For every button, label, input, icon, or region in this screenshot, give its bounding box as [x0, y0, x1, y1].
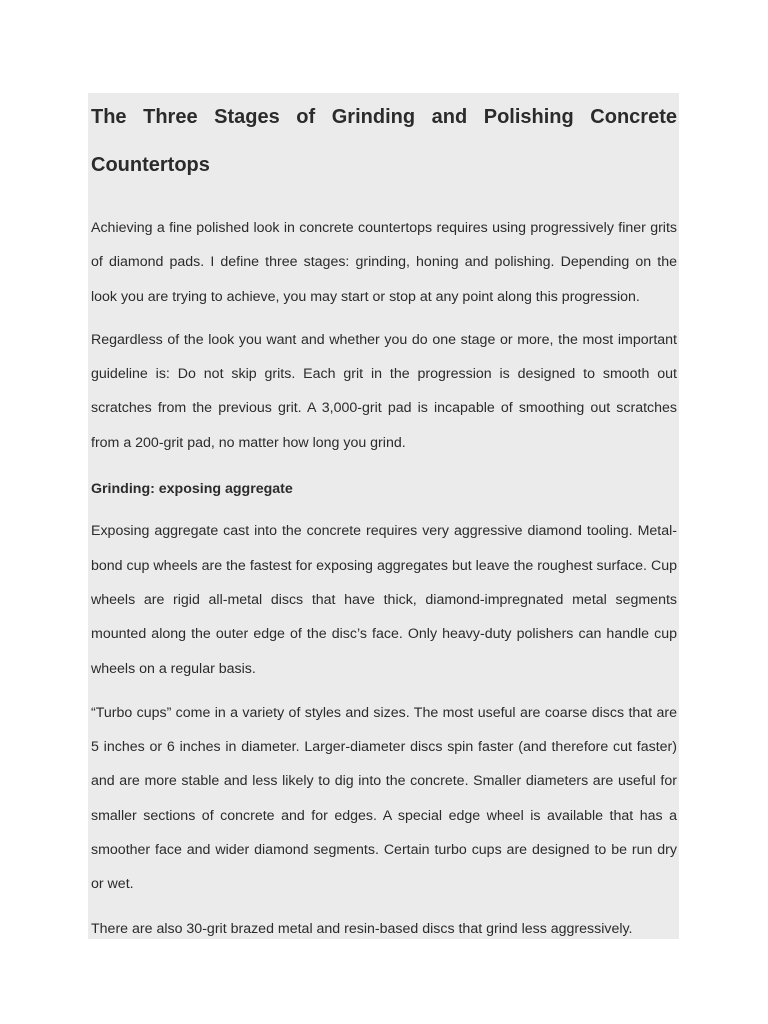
guideline-paragraph: Regardless of the look you want and whether you do one stage or more, the most important guideline is: Do not skip grits. Each grit in the progression is designed to smooth out scratches from the previous grit. A 3,000-grit pad is incapable of smoothing out scratches from a 200-grit pad, no matter how long you grind.: [91, 331, 677, 451]
cup-wheels-paragraph: Exposing aggregate cast into the concrete requires very aggressive diamond tooling. Metal-bond cup wheels are the fastest for exposing aggregates but leave the roughest surface. Cup wheels are rigid all-metal discs that have thick, diamond-impregnated metal segments mounted along the outer edge of the disc’s face. Only heavy-duty polishers can handle cup wheels on a regular basis.: [91, 523, 677, 677]
brazed-discs-paragraph: There are also 30-grit brazed metal and resin-based discs that grind less aggressively.: [91, 920, 633, 937]
document-body: [88, 93, 679, 939]
document-title: The Three Stages of Grinding and Polishing Concrete Countertops: [91, 106, 677, 176]
section-heading: Grinding: exposing aggregate: [91, 481, 293, 498]
turbo-cups-paragraph: “Turbo cups” come in a variety of styles and sizes. The most useful are coarse discs that are 5 inches or 6 inches in diameter. Larger-diameter discs spin faster (and therefore cut faster) and are more stable and less likely to dig into the concrete. Smaller diameters are useful for smaller sections of concrete and for edges. A special edge wheel is available that has a smoother face and wider diamond segments. Certain turbo cups are designed to be run dry or wet.: [91, 704, 677, 893]
intro-paragraph: Achieving a fine polished look in concrete countertops requires using progressively finer grits of diamond pads. I define three stages: grinding, honing and polishing. Depending on the look you are trying to achieve, you may start or stop at any point along this progression.: [91, 220, 677, 305]
